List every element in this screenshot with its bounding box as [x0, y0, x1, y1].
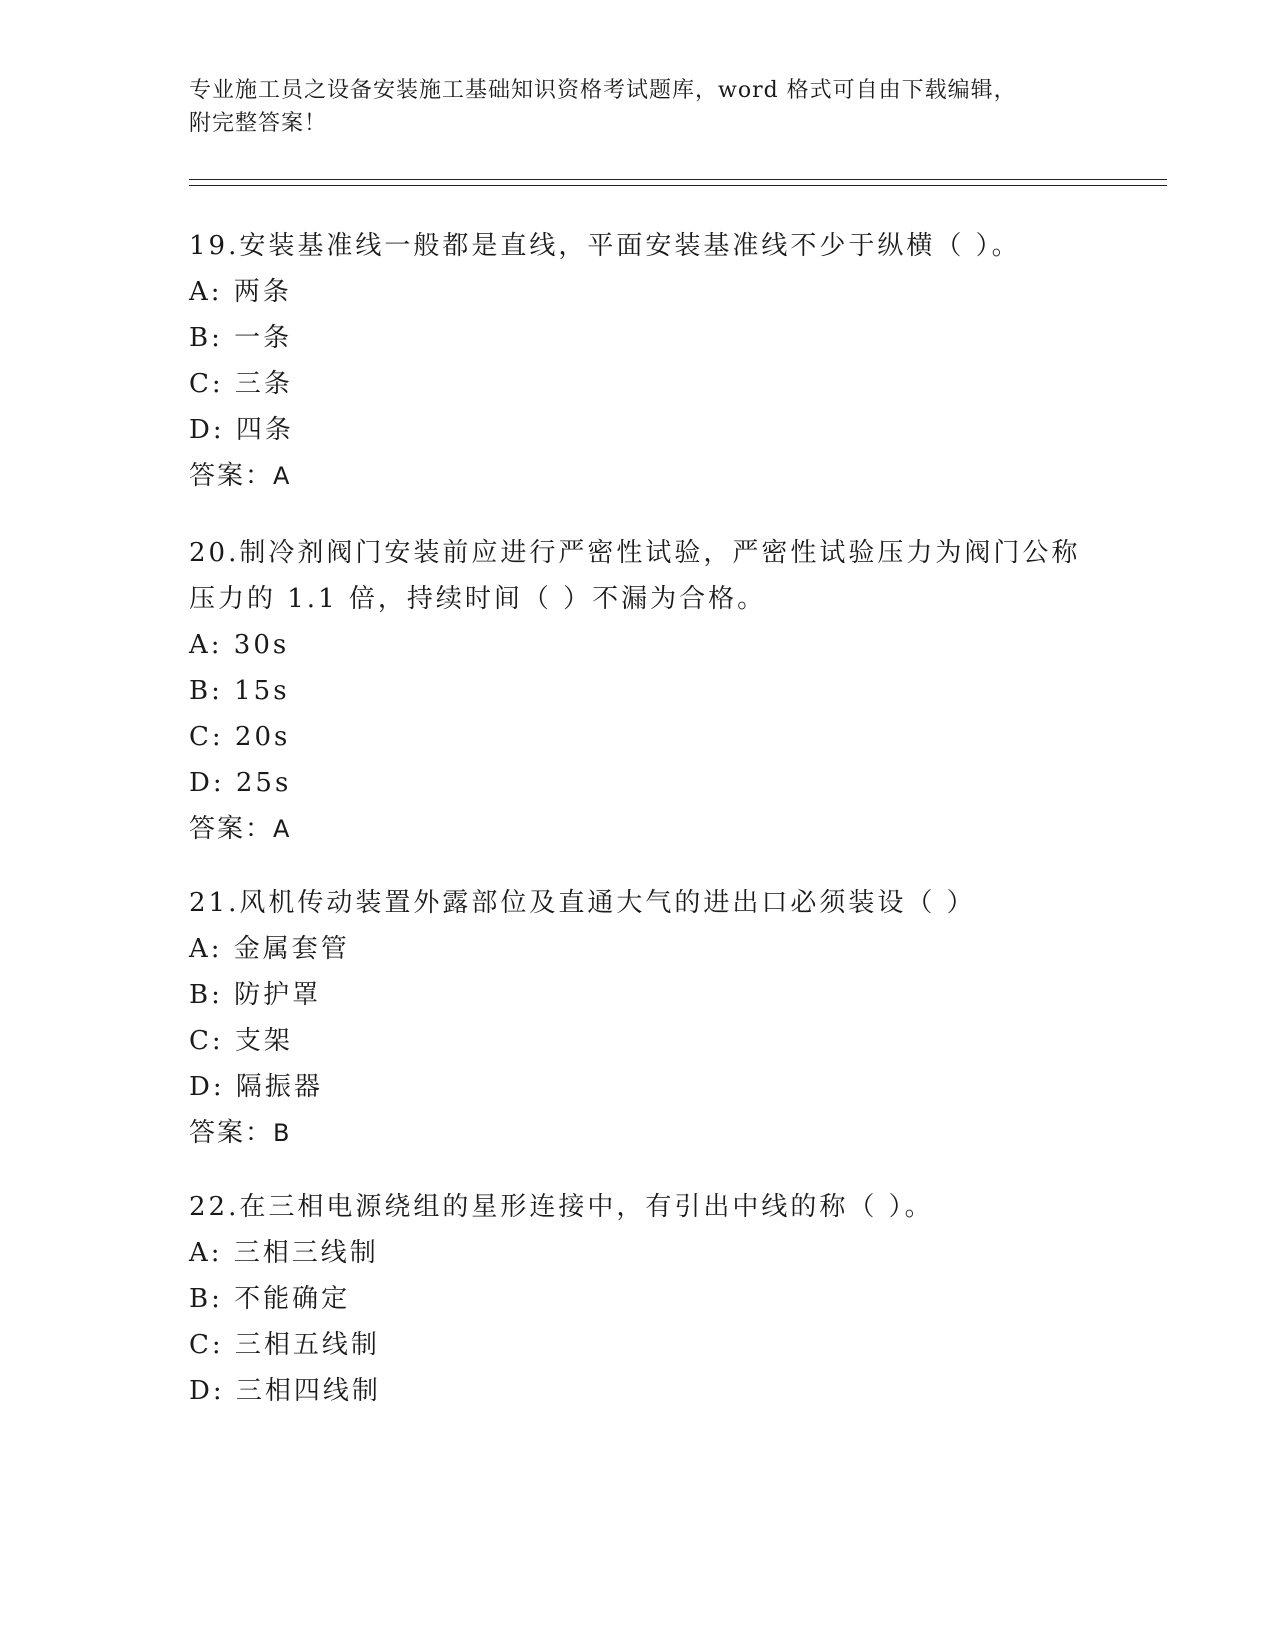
option-d: D: 四条 — [189, 415, 294, 445]
header-line-2: 附完整答案！ — [189, 111, 328, 136]
answer-value: A — [273, 462, 292, 490]
header-divider-top — [189, 179, 1167, 180]
option-a: A: 两条 — [189, 277, 292, 307]
header-divider-bottom — [189, 185, 1167, 186]
option-c: C: 20s — [189, 722, 291, 752]
answer-label: 答案： — [189, 461, 274, 491]
answer-label: 答案： — [189, 1118, 274, 1148]
question-text-line-2: 压力的 1.1 倍，持续时间（ ）不漏为合格。 — [189, 584, 767, 614]
option-b: B: 一条 — [189, 323, 293, 353]
header-line-1: 专业施工员之设备安装施工基础知识资格考试题库，word 格式可自由下载编辑， — [189, 78, 1017, 103]
option-d: D: 隔振器 — [189, 1072, 323, 1102]
question-text-line-1: 20.制冷剂阀门安装前应进行严密性试验，严密性试验压力为阀门公称 — [189, 538, 1081, 568]
answer-label: 答案： — [189, 814, 274, 844]
question-21 — [189, 880, 1089, 1156]
option-b: B: 防护罩 — [189, 980, 322, 1010]
question-text: 22.在三相电源绕组的星形连接中，有引出中线的称（ ）。 — [189, 1192, 934, 1222]
option-a: A: 30s — [189, 630, 290, 660]
question-22 — [189, 1184, 1089, 1414]
answer-value: A — [273, 815, 292, 843]
option-d: D: 25s — [189, 768, 292, 798]
option-b: B: 不能确定 — [189, 1284, 351, 1314]
document-header — [189, 74, 1089, 140]
option-a: A: 三相三线制 — [189, 1238, 379, 1268]
option-d: D: 三相四线制 — [189, 1376, 381, 1406]
question-text: 21.风机传动装置外露部位及直通大气的进出口必须装设（ ） — [189, 888, 976, 918]
option-b: B: 15s — [189, 676, 290, 706]
option-c: C: 三条 — [189, 369, 293, 399]
question-19 — [189, 223, 1089, 499]
answer — [189, 806, 1089, 852]
answer — [189, 453, 1089, 499]
option-c: C: 支架 — [189, 1026, 293, 1056]
question-20 — [189, 530, 1089, 852]
answer-value: B — [273, 1119, 292, 1147]
option-c: C: 三相五线制 — [189, 1330, 380, 1360]
answer — [189, 1110, 1089, 1156]
question-text: 19.安装基准线一般都是直线，平面安装基准线不少于纵横（ ）。 — [189, 231, 1021, 261]
option-a: A: 金属套管 — [189, 934, 350, 964]
